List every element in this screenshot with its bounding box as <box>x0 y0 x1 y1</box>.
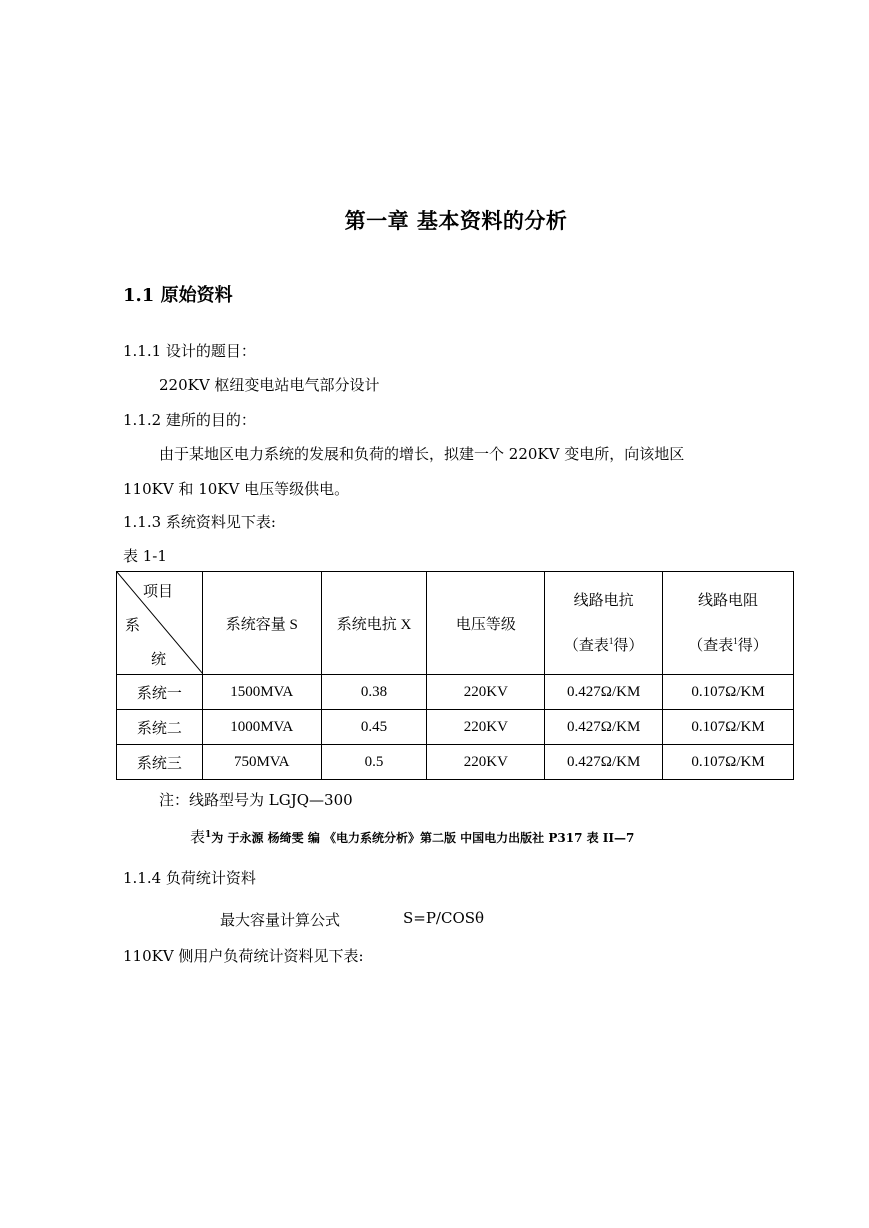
header-line-resistance <box>663 572 794 675</box>
table-cell: 系统一 <box>117 675 203 710</box>
table-cell: 750MVA <box>202 745 321 780</box>
table-row <box>117 745 794 780</box>
s111-heading: 1.1.1 设计的题目： <box>123 342 256 360</box>
reference-text: 为 于永源 杨绮雯 编 《电力系统分析》第二版 中国电力出版社 P317 表 II—7 <box>211 831 635 845</box>
table-cell: 0.427Ω/KM <box>545 745 663 780</box>
table-header-row <box>117 572 794 675</box>
header-voltage: 电压等级 <box>427 572 545 675</box>
header-reactance-x: 系统电抗 X <box>321 572 427 675</box>
table-cell: 0.5 <box>321 745 427 780</box>
table-cell: 1500MVA <box>202 675 321 710</box>
table-cell: 0.38 <box>321 675 427 710</box>
section-title: 1.1 原始资料 <box>123 285 233 306</box>
table-cell: 220KV <box>427 675 545 710</box>
table-cell: 0.107Ω/KM <box>663 675 794 710</box>
sub-sup: 1 <box>733 635 738 646</box>
corner-label-mid: 系 <box>125 618 141 634</box>
s112-body-line2: 110KV 和 10KV 电压等级供电。 <box>123 480 350 498</box>
header-capacity: 系统容量 S <box>202 572 321 675</box>
table-row <box>117 710 794 745</box>
chapter-title: 第一章 基本资料的分析 <box>344 208 568 233</box>
corner-label-bottom: 统 <box>151 652 167 668</box>
last-line: 110KV 侧用户负荷统计资料见下表: <box>123 947 364 965</box>
table-cell: 0.427Ω/KM <box>545 710 663 745</box>
s111-body: 220KV 枢纽变电站电气部分设计 <box>159 376 380 394</box>
sub-prefix: （查表 <box>563 637 609 654</box>
header-line-resistance-label: 线路电阻 <box>698 592 759 609</box>
corner-label-top: 项目 <box>143 584 174 600</box>
table-note: 注：线路型号为 LGJQ—300 <box>159 791 353 809</box>
sub-suffix: 得） <box>613 637 644 654</box>
reference-lead: 表 <box>190 828 206 846</box>
sub-suffix: 得） <box>737 637 768 654</box>
table-cell: 220KV <box>427 745 545 780</box>
table-cell: 系统二 <box>117 710 203 745</box>
formula-label: 最大容量计算公式 <box>220 911 341 929</box>
header-line-reactance-sub <box>545 621 662 666</box>
s112-heading: 1.1.2 建所的目的： <box>123 411 256 429</box>
table-row <box>117 675 794 710</box>
table-cell: 0.107Ω/KM <box>663 710 794 745</box>
s113-heading: 1.1.3 系统资料见下表: <box>123 513 276 531</box>
table-reference <box>190 826 634 847</box>
table-cell: 0.45 <box>321 710 427 745</box>
s114-heading: 1.1.4 负荷统计资料 <box>123 869 256 887</box>
table-cell: 0.107Ω/KM <box>663 745 794 780</box>
table-cell: 0.427Ω/KM <box>545 675 663 710</box>
s112-body-line1: 由于某地区电力系统的发展和负荷的增长，拟建一个 220KV 变电所，向该地区 <box>159 445 685 463</box>
table-caption: 表 1-1 <box>123 547 167 565</box>
reference-sup: 1 <box>205 830 212 840</box>
formula: S=P/COSθ <box>403 909 485 927</box>
sub-prefix: （查表 <box>688 637 734 654</box>
header-line-resistance-sub <box>663 621 793 666</box>
sub-sup: 1 <box>608 635 614 646</box>
system-data-table <box>116 571 794 780</box>
header-line-reactance <box>545 572 663 675</box>
header-line-reactance-label: 线路电抗 <box>573 592 634 609</box>
table-cell: 220KV <box>427 710 545 745</box>
table-cell: 1000MVA <box>202 710 321 745</box>
table-cell: 系统三 <box>117 745 203 780</box>
corner-cell <box>117 572 203 675</box>
